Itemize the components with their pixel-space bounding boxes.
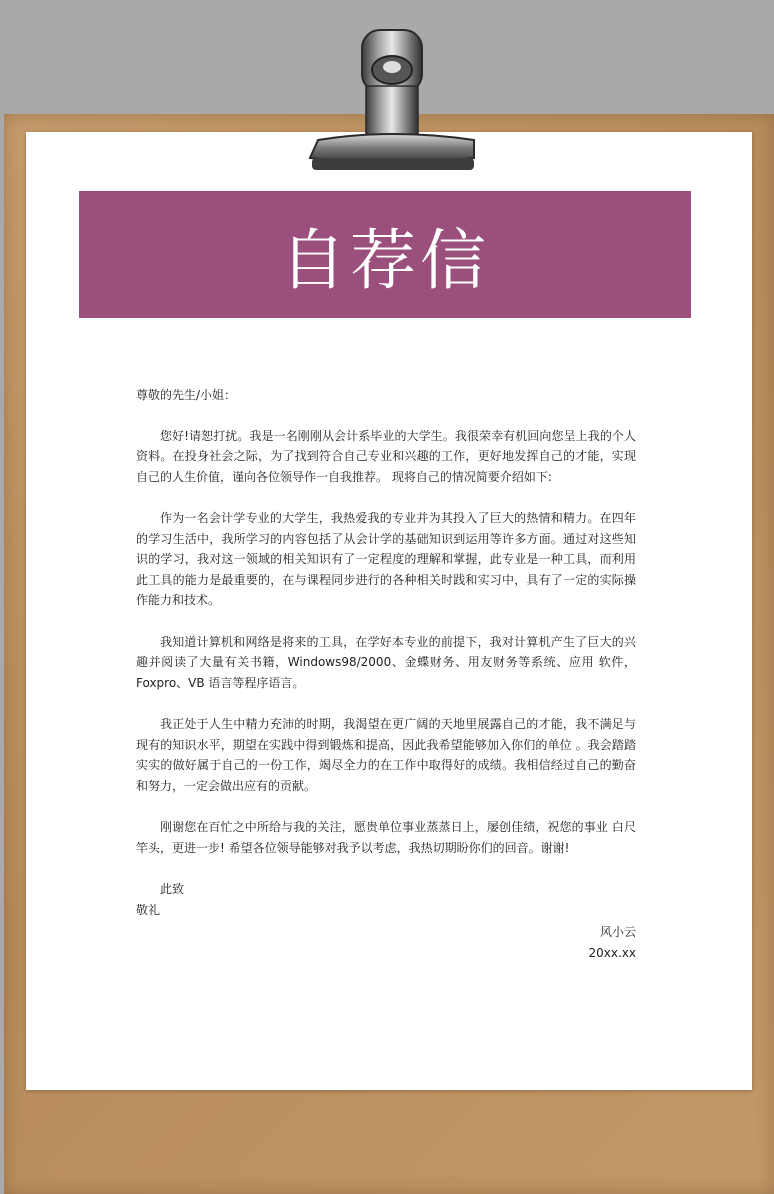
signature: 风小云 <box>599 925 636 939</box>
paragraph: 我正处于人生中精力充沛的时期，我渴望在更广阔的天地里展露自己的才能，我不满足与现有的知识水平，期望在实践中得到锻炼和提高，因此我希望能够加入你们的单位 。我会踏踏实实的做好属于自己的一份工作，竭尽全力的在工作中取得好的成绩。我相信经过自己的勤奋和努力，一定会做出应有的贡献。 <box>136 717 636 793</box>
paragraph: 刚谢您在百忙之中所给与我的关注，愿贵单位事业蒸蒸日上，屡创佳绩，祝您的事业 白尺竿头，更进一步! 希望各位领导能够对我予以考虑，我热切期盼你们的回音。谢谢! <box>136 820 636 855</box>
binder-clip-icon <box>290 20 490 180</box>
closing-line-2: 敬礼 <box>136 902 161 917</box>
paragraph: 您好!请恕打扰。我是一名刚刚从会计系毕业的大学生。我很荣幸有机回向您呈上我的个人资料。在投身社会之际，为了找到符合自己专业和兴趣的工作，更好地发挥自己的才能，实现自己的人生价值，谨向各位领导作一自我推荐。 现将自己的情况简要介绍如下: <box>136 428 636 484</box>
letter-body <box>136 385 636 963</box>
letter-date: 20xx.xx <box>588 945 636 960</box>
paragraph: 我知道计算机和网络是将来的工具，在学好本专业的前提下，我对计算机产生了巨大的兴趣并阅读了大量有关书籍，Windows98/2000、金蝶财务、用友财务等系统、应用 软件，Foxpro、VB 语言等程序语言。 <box>136 634 636 690</box>
paragraph: 作为一名会计学专业的大学生，我热爱我的专业并为其投入了巨大的热情和精力。在四年的学习生活中，我所学习的内容包括了从会计学的基础知识到运用等许多方面。通过对这些知识的学习，我对这一领域的相关知识有了一定程度的理解和掌握，此专业是一种工具，而利用此工具的能力是最重要的，在与课程同步进行的各种相关时践和实习中，具有了一定的实际操作能力和技术。 <box>136 511 636 607</box>
letter-title: 自荐信 <box>280 222 490 299</box>
title-banner <box>79 191 691 318</box>
closing-line-1: 此致 <box>160 882 185 896</box>
greeting: 尊敬的先生/小姐： <box>136 388 237 402</box>
